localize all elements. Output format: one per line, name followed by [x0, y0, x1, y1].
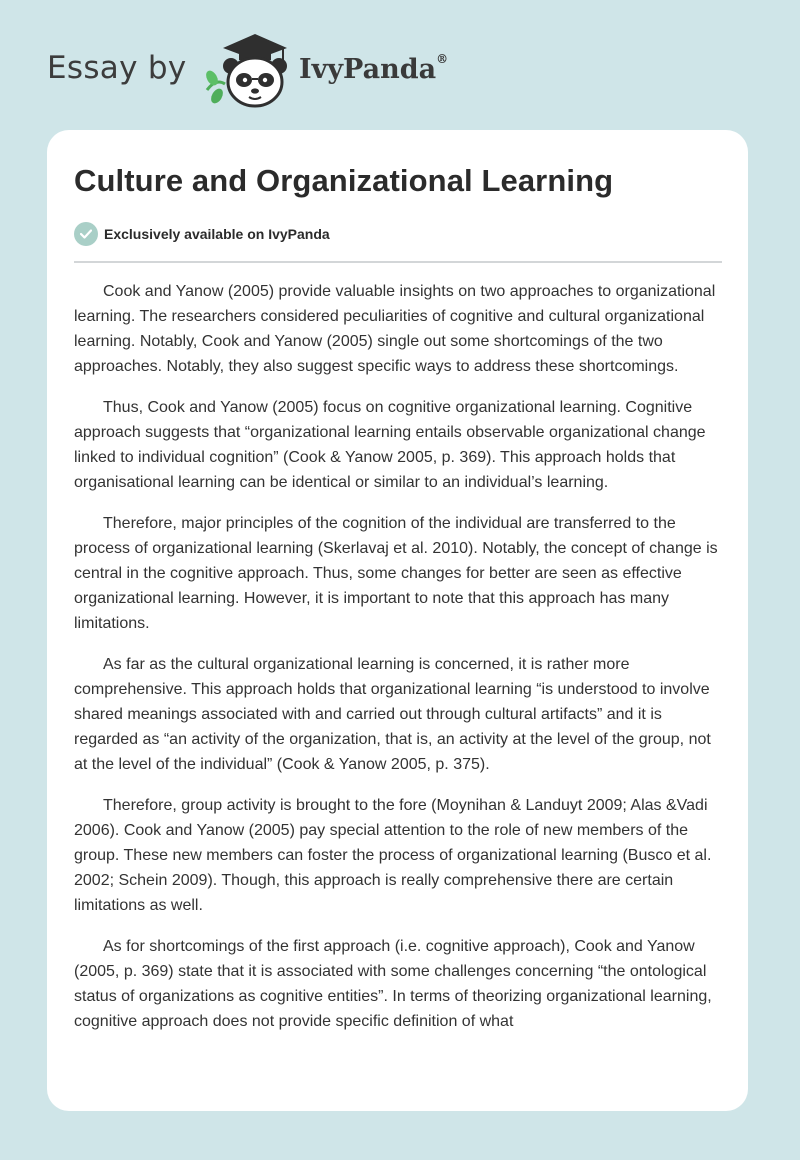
availability-badge: [74, 222, 330, 246]
paragraph: Therefore, group activity is brought to the fore (Moynihan & Landuyt 2009; Alas &Vadi 2006). Cook and Yanow (2005) pay special attention to the role of new members of the group. These new members can foster the process of organizational learning (Busco et al. 2002; Schein 2009). Though, this approach is really comprehensive there are certain limitations as well.: [74, 797, 712, 914]
panda-logo-icon: [203, 30, 291, 110]
check-circle-icon: [74, 222, 98, 246]
essay-body: [74, 279, 726, 1050]
paragraph: Cook and Yanow (2005) provide valuable insights on two approaches to organizational learning. The researchers considered peculiarities of cognitive and cultural organizational learning. Notably, Cook and Yanow (2005) single out some shortcomings of the two approaches. Notably, they also suggest specific ways to address these shortcomings.: [74, 283, 716, 375]
registered-mark: ®: [436, 52, 449, 66]
page-title: Culture and Organizational Learning: [74, 163, 614, 198]
essay-by-label: Essay by: [47, 50, 187, 86]
brand-name: IvyPanda®: [299, 52, 449, 85]
essay-card: [47, 130, 748, 1111]
paragraph: As far as the cultural organizational learning is concerned, it is rather more comprehensive. This approach holds that organizational learning “is understood to involve shared meanings associated with and carried out through cultural artifacts” and it is regarded as “an activity of the organization, that is, an activity at the level of the group, not at the level of the individual” (Cook & Yanow 2005, p. 375).: [74, 656, 711, 773]
availability-label: Exclusively available on IvyPanda: [104, 226, 330, 242]
paragraph: Thus, Cook and Yanow (2005) focus on cognitive organizational learning. Cognitive approach suggests that “organizational learning entails observable organizational change linked to individual cognition” (Cook & Yanow 2005, p. 369). This approach holds that organisational learning can be identical or similar to an individual’s learning.: [74, 399, 706, 491]
paragraph: As for shortcomings of the first approach (i.e. cognitive approach), Cook and Yanow (2005, p. 369) state that it is associated with some challenges concerning “the ontological status of organizations as cognitive entities”. In terms of theorizing organizational learning, cognitive approach does not provide specific definition of what: [74, 938, 712, 1030]
divider: [74, 261, 722, 263]
site-header: [47, 30, 467, 110]
paragraph: Therefore, major principles of the cognition of the individual are transferred to the process of organizational learning (Skerlavaj et al. 2010). Notably, the concept of change is central in the cognitive approach. Thus, some changes for better are seen as effective organizational learning. However, it is important to note that this approach has many limitations.: [74, 515, 718, 632]
